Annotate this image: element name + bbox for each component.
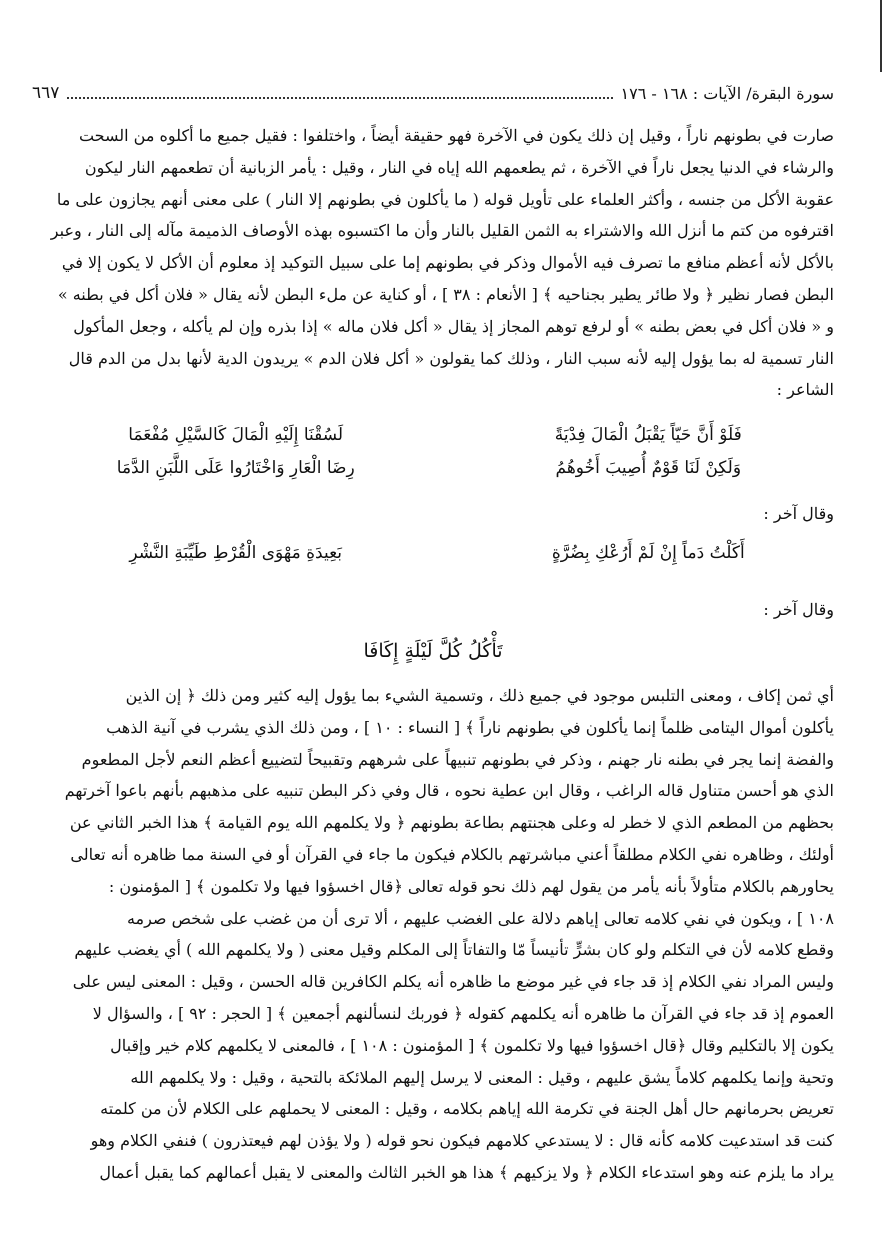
first-hemistich: وَلَكِنْ لَنَا قَوْمٌ أُصِيبَ أَخُوهُمُ <box>555 457 742 478</box>
text-line: يحاورهم بالكلام متأولاً بأنه يأمر من يقول لهم ذلك نحو قوله تعالى ﴿قال اخسؤوا فيها ولا تكلمون ﴾ [ المؤمنون : <box>108 876 834 896</box>
text-line: بالأكل لأنه أعظم منافع ما تصرف فيه الأموال وذكر في بطونهم إما على سبيل التوكيد إذ معلوم أن الأكل لا يكون إلا في <box>61 253 834 273</box>
poem-verse <box>60 451 824 484</box>
paragraph-1 <box>32 120 834 406</box>
running-header <box>32 80 834 106</box>
first-hemistich: فَلَوْ أَنَّ حَيّاً يَقْبَلُ الْمَالَ فِدْيَةً <box>554 424 742 445</box>
verse-line: تَأْكُلُ كُلَّ لَيْلَةٍ إِكَافَا <box>363 640 503 662</box>
text-line: وقطع كلامه لأن في التكلم ولو كان بشرٍّ تأنيساً مّا والتفاتاً إلى المكلم وقيل معنى ( ولا يكلمهم الله ) أي يغضب عليهم <box>74 940 834 960</box>
text-line: كنت قد استدعيت كلامه كأنه قال : لا يستدعي كلامهم فيكون نحو قوله ( ولا يؤذن لهم فيعتذرون ) فنفي الكلام وهو <box>90 1131 834 1151</box>
second-hemistich: بَعِيدَةِ مَهْوَى الْقُرْطِ طَيِّبَةِ النَّشْرِ <box>129 542 343 563</box>
text-line: بحظهم من المطعم الذي لا خطر له وعلى هجنتهم بطاعة بطونهم ﴿ ولا يكلمهم الله يوم القيامة ﴾ هذا الخبر الثاني عن <box>69 813 834 833</box>
text-line: ١٠٨ ] ، ويكون في نفي كلامه تعالى إياهم دلالة على الغضب عليهم ، ألا ترى أن من غضب على شخص صرمه <box>126 908 834 928</box>
text-line: العموم إذ قد جاء في القرآن ما ظاهره أنه يكلمهم كقوله ﴿ فوربك لنسألنهم أجمعين ﴾ [ الحجر : ٩٢ ] ، والسؤال لا <box>92 1003 834 1023</box>
text-line: وتحية وإنما يكلمهم كلاماً يشق عليهم ، وقيل : المعنى لا يرسل إليهم الملائكة بالتحية ، وقيل : ولا يكلمهم الله <box>130 1067 834 1087</box>
page-number: ٦٦٧ <box>32 83 60 103</box>
text-line: أولئك ، وظاهره نفي الكلام مطلقاً أعني مباشرتهم بالكلام فيكون ما جاء في القرآن أو في السنة مما ظاهره أنه تعالى <box>70 844 834 864</box>
text-line: صارت في بطونهم ناراً ، وقيل إن ذلك يكون في الآخرة فهو حقيقة أيضاً ، واختلفوا : فقيل جميع ما أكلوه من السحت <box>78 126 834 145</box>
text-line: عقوبة الأكل من جنسه ، وأكثر العلماء على تأويل قوله ( ما يأكلون في بطونهم إلا النار ) على معنى أنهم يجازون على ما <box>56 189 834 209</box>
second-hemistich: رِضَا الْعَارِ وَاخْتَارُوا عَلَى اللَّبَنِ الدَّمَا <box>116 457 355 478</box>
text-line: والرشاء في الدنيا يجعل ناراً في الآخرة ، ثم يطعمهم الله إياه في النار ، وقيل : يأمر الزبانية أن تطعمهم النار ليكون <box>84 157 834 177</box>
scan-edge-line <box>880 0 882 72</box>
text-line: الشاعر : <box>776 380 834 400</box>
text-line: والفضة إنما يجر في بطنه نار جهنم ، وذكر في بطونهم تنبيهاً على شرههم وتقبيحاً لتضييع أعظم النعم لأجل المطعوم <box>81 749 834 769</box>
text-line: و « فلان أكل في بعض بطنه » أو لرفع توهم المجاز إذ يقال « أكل فلان ماله » إذا بذره وإن لم يأكله ، وجعل المأكول <box>73 316 834 336</box>
text-line: اقترفوه من كتم ما أنزل الله والاشتراء به الثمن القليل بالنار وأن ما اكتسبوه بهذه الأوصاف الذميمة مآله إلى النار ، وعبر <box>50 221 834 241</box>
text-line: تعريض بحرمانهم حال أهل الجنة في تكرمة الله إياهم بكلامه ، وقيل : المعنى لا يحملهم على الكلام لأن من كلمته <box>100 1099 834 1119</box>
paragraph-2 <box>32 680 834 1189</box>
text-line: يكون إلا بالتكليم وقال ﴿قال اخسؤوا فيها ولا تكلمون ﴾ [ المؤمنون : ١٠٨ ] ، فالمعنى لا يكلمهم كلام خير وإقبال <box>110 1035 834 1055</box>
chapter-title: سورة البقرة/ الآيات : ١٦٨ - ١٧٦ <box>620 83 834 103</box>
poem-verse <box>60 536 824 569</box>
second-hemistich: لَسُقْنَا إِلَيْهِ الْمَالَ كَالسَّيْلِ مُفْعَمَا <box>128 424 344 445</box>
quote-intro: وقال آخر : <box>763 504 834 523</box>
text-line: البطن فصار نظير ﴿ ولا طائر يطير بجناحيه ﴾ [ الأنعام : ٣٨ ] ، أو كناية عن ملء البطن لأنه يقال « فلان أكل في بطنه » <box>57 284 834 304</box>
first-hemistich: أَكَلْتُ دَماً إِنْ لَمْ أَرُعْكِ بِضُرَّةٍ <box>551 542 745 563</box>
text-line: أي ثمن إكاف ، ومعنى التلبس موجود في جميع ذلك ، وتسمية الشيء بما يؤول إليه كثير ومن ذلك ﴿ إن الذين <box>125 686 834 705</box>
leader-dots <box>67 87 612 99</box>
quote-intro: وقال آخر : <box>763 600 834 619</box>
poem-block-2 <box>60 536 824 569</box>
text-line: وليس المراد نفي الكلام إذ قد جاء في غير موضع ما ظاهره أنه يكلم الكافرين قاله الحسن ، وقيل : المعنى ليس على <box>72 972 834 992</box>
text-line: النار تسمية له بما يؤول إليه لأنه سبب النار ، وذلك كما يقولون « أكل فلان الدم » يريدون الدية لأنها بدل من الدم قال <box>68 348 834 368</box>
text-line: الذي هو أحسن متناول قاله الراغب ، وقال ابن عطية نحوه ، قال وفي ذكر البطن تنبيه على مذهبهم بأنهم باعوا آخرتهم <box>64 781 834 801</box>
text-line: يراد ما يلزم عنه وهو استدعاء الكلام ﴿ ولا يزكيهم ﴾ هذا هو الخبر الثالث والمعنى لا يقبل أعمالهم كما يقبل أعمال <box>99 1162 834 1182</box>
poem-verse <box>60 418 824 451</box>
text-line: يأكلون أموال اليتامى ظلماً إنما يأكلون في بطونهم ناراً ﴾ [ النساء : ١٠ ] ، ومن ذلك الذي يشرب في آنية الذهب <box>106 717 834 737</box>
poem-block-1 <box>60 418 824 484</box>
